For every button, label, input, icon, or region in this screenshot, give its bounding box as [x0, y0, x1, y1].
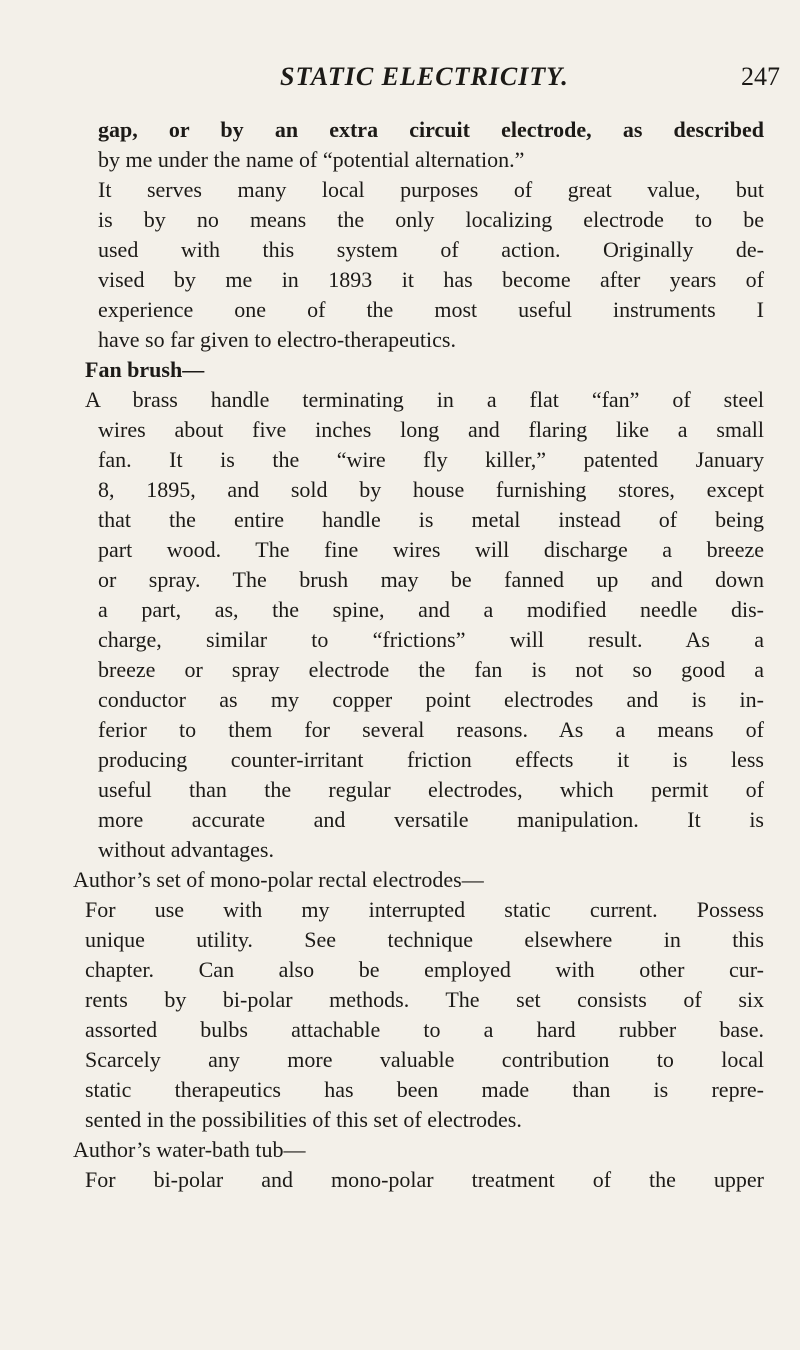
- entry-heading: Fan brush—: [85, 357, 205, 382]
- text-line: a part, as, the spine, and a modified needle dis-: [98, 597, 764, 622]
- text-line: is by no means the only localizing electrode to be: [98, 207, 764, 232]
- text-line: assorted bulbs attachable to a hard rubber base.: [85, 1017, 764, 1042]
- entry-heading: Author’s water-bath tub—: [73, 1137, 306, 1162]
- page-number: 247: [741, 62, 780, 91]
- text-line: 8, 1895, and sold by house furnishing stores, except: [98, 477, 764, 502]
- text-line: by me under the name of “potential alternation.”: [98, 147, 525, 172]
- text-line: ferior to them for several reasons. As a means of: [98, 717, 764, 742]
- text-line: have so far given to electro-therapeutics.: [98, 327, 456, 352]
- running-head: [280, 62, 780, 102]
- entry-heading: Author’s set of mono-polar rectal electrodes—: [73, 867, 484, 892]
- text-line: wires about five inches long and flaring like a small: [98, 417, 764, 442]
- text-line: more accurate and versatile manipulation. It is: [98, 807, 764, 832]
- text-line: chapter. Can also be employed with other cur-: [85, 957, 764, 982]
- text-line: It serves many local purposes of great value, but: [98, 177, 764, 202]
- text-line: A brass handle terminating in a flat “fan” of steel: [85, 387, 764, 412]
- running-head-title: STATIC ELECTRICITY.: [280, 62, 569, 91]
- text-line: producing counter-irritant friction effects it is less: [98, 747, 764, 772]
- text-line: without advantages.: [98, 837, 274, 862]
- text-line: used with this system of action. Originally de-: [98, 237, 764, 262]
- text-line: Scarcely any more valuable contribution to local: [85, 1047, 764, 1072]
- text-line: sented in the possibilities of this set of electrodes.: [85, 1107, 522, 1132]
- text-line: fan. It is the “wire fly killer,” patented January: [98, 447, 764, 472]
- text-line: vised by me in 1893 it has become after years of: [98, 267, 764, 292]
- text-line: static therapeutics has been made than is repre-: [85, 1077, 764, 1102]
- text-line: rents by bi-polar methods. The set consists of six: [85, 987, 764, 1012]
- text-line: that the entire handle is metal instead of being: [98, 507, 764, 532]
- text-line: conductor as my copper point electrodes and is in-: [98, 687, 764, 712]
- text-line: For bi-polar and mono-polar treatment of the upper: [85, 1167, 764, 1192]
- text-line: experience one of the most useful instruments I: [98, 297, 764, 322]
- text-line: useful than the regular electrodes, which permit of: [98, 777, 764, 802]
- text-line: For use with my interrupted static current. Possess: [85, 897, 764, 922]
- text-line: part wood. The fine wires will discharge a breeze: [98, 537, 764, 562]
- text-line: gap, or by an extra circuit electrode, as described: [98, 117, 764, 142]
- text-line: unique utility. See technique elsewhere in this: [85, 927, 764, 952]
- text-line: or spray. The brush may be fanned up and down: [98, 567, 764, 592]
- text-line: breeze or spray electrode the fan is not so good a: [98, 657, 764, 682]
- text-line: charge, similar to “frictions” will result. As a: [98, 627, 764, 652]
